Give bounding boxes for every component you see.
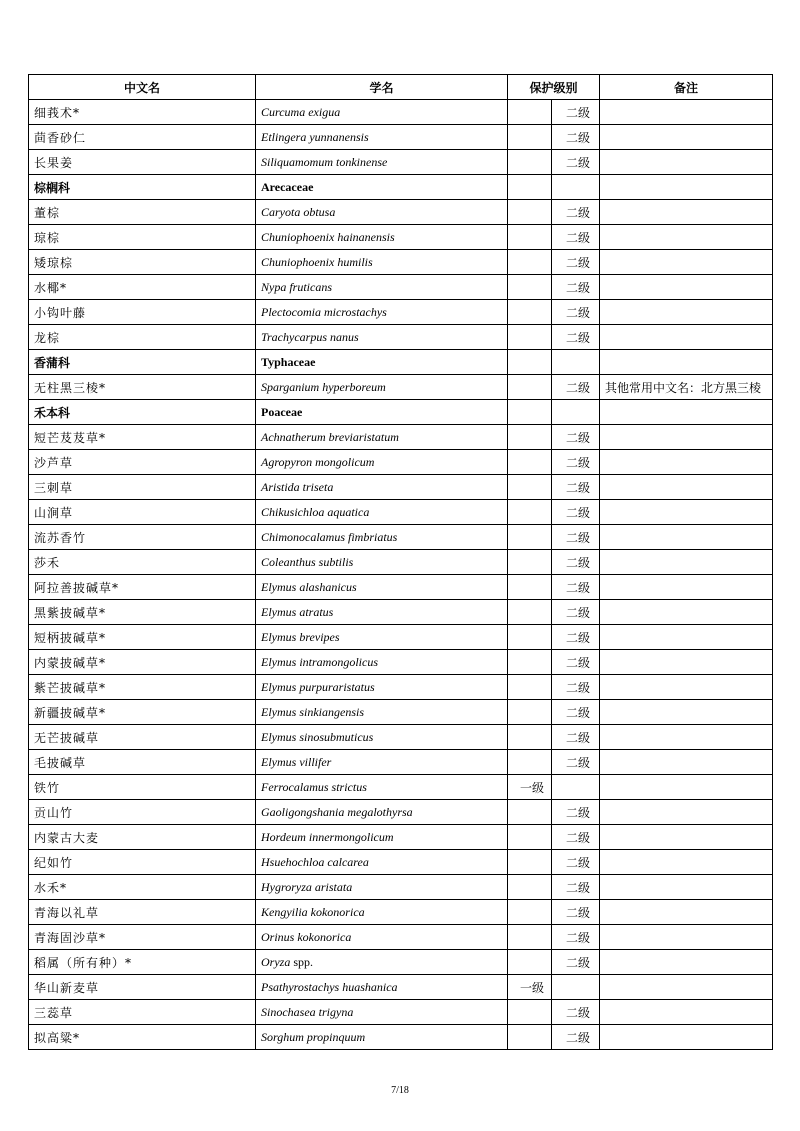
chinese-name: 茴香砂仁 <box>29 125 256 150</box>
scientific-name <box>256 750 508 775</box>
chinese-name: 无芒披碱草 <box>29 725 256 750</box>
level-one-cell <box>508 250 552 275</box>
level-two-cell: 二级 <box>552 225 600 250</box>
scientific-name-text: Aristida triseta <box>261 479 334 494</box>
table-row <box>29 650 773 675</box>
family-row <box>29 400 773 425</box>
chinese-name: 琼棕 <box>29 225 256 250</box>
chinese-name: 青海以礼草 <box>29 900 256 925</box>
note-cell <box>600 525 773 550</box>
note-cell: 其他常用中文名：北方黑三棱 <box>600 375 773 400</box>
level-two-cell: 二级 <box>552 150 600 175</box>
chinese-name: 三刺草 <box>29 475 256 500</box>
scientific-name-text: Curcuma exigua <box>261 104 341 119</box>
level-one-cell <box>508 500 552 525</box>
level-one-cell <box>508 1025 552 1050</box>
table-row <box>29 325 773 350</box>
level-one-cell <box>508 425 552 450</box>
table-row <box>29 375 773 400</box>
scientific-name <box>256 825 508 850</box>
scientific-name <box>256 900 508 925</box>
level-two-cell: 二级 <box>552 200 600 225</box>
level-one-cell <box>508 600 552 625</box>
chinese-name: 贡山竹 <box>29 800 256 825</box>
scientific-name-text: Ferrocalamus strictus <box>261 779 367 794</box>
scientific-name <box>256 225 508 250</box>
level-one-cell <box>508 175 552 200</box>
scientific-name-text: Elymus villifer <box>261 754 332 769</box>
note-cell <box>600 550 773 575</box>
scientific-name-text: Elymus atratus <box>261 604 334 619</box>
scientific-name-text: Achnatherum breviaristatum <box>261 429 399 444</box>
chinese-name: 纪如竹 <box>29 850 256 875</box>
level-one-cell <box>508 150 552 175</box>
species-protection-table <box>28 74 773 1050</box>
chinese-name: 稻属（所有种）* <box>29 950 256 975</box>
chinese-name: 黑紫披碱草* <box>29 600 256 625</box>
level-one-cell <box>508 625 552 650</box>
scientific-name <box>256 150 508 175</box>
table-row <box>29 900 773 925</box>
chinese-name: 毛披碱草 <box>29 750 256 775</box>
level-two-cell: 二级 <box>552 275 600 300</box>
chinese-name: 拟高粱* <box>29 1025 256 1050</box>
chinese-name: 短芒芨芨草* <box>29 425 256 450</box>
table-row <box>29 575 773 600</box>
scientific-name <box>256 975 508 1000</box>
table-row <box>29 800 773 825</box>
scientific-name <box>256 925 508 950</box>
level-one-cell <box>508 900 552 925</box>
table-row <box>29 275 773 300</box>
scientific-name-text: Chuniophoenix humilis <box>261 254 373 269</box>
table-row <box>29 950 773 975</box>
scientific-name-text: Elymus alashanicus <box>261 579 357 594</box>
scientific-name-text: Hsuehochloa calcarea <box>261 854 369 869</box>
level-one-cell: 一级 <box>508 775 552 800</box>
note-cell <box>600 1000 773 1025</box>
level-one-cell <box>508 475 552 500</box>
chinese-name: 内蒙古大麦 <box>29 825 256 850</box>
scientific-name <box>256 100 508 125</box>
scientific-name-text: Coleanthus subtilis <box>261 554 354 569</box>
scientific-name <box>256 525 508 550</box>
level-two-cell: 二级 <box>552 1025 600 1050</box>
scientific-name-text: Trachycarpus nanus <box>261 329 359 344</box>
scientific-name <box>256 425 508 450</box>
scientific-name <box>256 500 508 525</box>
table-row <box>29 525 773 550</box>
note-cell <box>600 325 773 350</box>
level-one-cell <box>508 875 552 900</box>
level-two-cell: 二级 <box>552 500 600 525</box>
family-row <box>29 350 773 375</box>
note-cell <box>600 725 773 750</box>
note-cell <box>600 300 773 325</box>
scientific-name <box>256 550 508 575</box>
family-chinese-name: 香蒲科 <box>29 350 256 375</box>
chinese-name: 阿拉善披碱草* <box>29 575 256 600</box>
level-two-cell: 二级 <box>552 125 600 150</box>
scientific-name <box>256 850 508 875</box>
chinese-name: 水椰* <box>29 275 256 300</box>
note-cell <box>600 700 773 725</box>
scientific-name <box>256 300 508 325</box>
chinese-name: 小钩叶藤 <box>29 300 256 325</box>
chinese-name: 流苏香竹 <box>29 525 256 550</box>
level-two-cell: 二级 <box>552 550 600 575</box>
table-row <box>29 675 773 700</box>
level-two-cell: 二级 <box>552 900 600 925</box>
scientific-name <box>256 725 508 750</box>
level-one-cell <box>508 275 552 300</box>
note-cell <box>600 775 773 800</box>
chinese-name: 新疆披碱草* <box>29 700 256 725</box>
note-cell <box>600 350 773 375</box>
chinese-name: 铁竹 <box>29 775 256 800</box>
scientific-name-text: Oryza <box>261 954 291 969</box>
level-one-cell <box>508 100 552 125</box>
note-cell <box>600 850 773 875</box>
table-row <box>29 200 773 225</box>
note-cell <box>600 125 773 150</box>
level-one-cell <box>508 350 552 375</box>
note-cell <box>600 875 773 900</box>
level-one-cell <box>508 125 552 150</box>
scientific-name-text: Hordeum innermongolicum <box>261 829 394 844</box>
table-row <box>29 750 773 775</box>
scientific-name-text: Psathyrostachys huashanica <box>261 979 398 994</box>
table-row <box>29 450 773 475</box>
scientific-name <box>256 250 508 275</box>
table-row <box>29 875 773 900</box>
level-one-cell <box>508 825 552 850</box>
table-row <box>29 425 773 450</box>
level-one-cell: 一级 <box>508 975 552 1000</box>
note-cell <box>600 225 773 250</box>
table-row <box>29 250 773 275</box>
table-header-row <box>29 75 773 100</box>
scientific-name <box>256 625 508 650</box>
scientific-name <box>256 675 508 700</box>
scientific-name-text: Sparganium hyperboreum <box>261 379 386 394</box>
note-cell <box>600 575 773 600</box>
chinese-name: 内蒙披碱草* <box>29 650 256 675</box>
level-two-cell: 二级 <box>552 675 600 700</box>
level-two-cell: 二级 <box>552 925 600 950</box>
scientific-name-text: Sinochasea trigyna <box>261 1004 354 1019</box>
scientific-name-text: Elymus brevipes <box>261 629 340 644</box>
scientific-name-text: Orinus kokonorica <box>261 929 352 944</box>
table-body <box>29 100 773 1050</box>
level-one-cell <box>508 675 552 700</box>
level-one-cell <box>508 1000 552 1025</box>
family-scientific-name: Arecaceae <box>256 175 508 200</box>
header-protection-level: 保护级别 <box>508 75 600 100</box>
scientific-name <box>256 275 508 300</box>
level-two-cell: 二级 <box>552 100 600 125</box>
level-two-cell: 二级 <box>552 450 600 475</box>
table-row <box>29 725 773 750</box>
level-one-cell <box>508 225 552 250</box>
family-chinese-name: 禾本科 <box>29 400 256 425</box>
scientific-name-text: Caryota obtusa <box>261 204 336 219</box>
table-row <box>29 100 773 125</box>
header-scientific-name: 学名 <box>256 75 508 100</box>
level-two-cell: 二级 <box>552 375 600 400</box>
scientific-name <box>256 200 508 225</box>
table-row <box>29 475 773 500</box>
level-one-cell <box>508 700 552 725</box>
header-chinese-name: 中文名 <box>29 75 256 100</box>
scientific-name <box>256 575 508 600</box>
level-one-cell <box>508 550 552 575</box>
level-two-cell: 二级 <box>552 650 600 675</box>
note-cell <box>600 425 773 450</box>
note-cell <box>600 625 773 650</box>
level-two-cell: 二级 <box>552 300 600 325</box>
level-two-cell: 二级 <box>552 250 600 275</box>
chinese-name: 细莪术* <box>29 100 256 125</box>
table-row <box>29 825 773 850</box>
level-one-cell <box>508 525 552 550</box>
level-one-cell <box>508 950 552 975</box>
level-one-cell <box>508 650 552 675</box>
level-one-cell <box>508 400 552 425</box>
note-cell <box>600 175 773 200</box>
note-cell <box>600 675 773 700</box>
level-two-cell <box>552 175 600 200</box>
family-row <box>29 175 773 200</box>
note-cell <box>600 250 773 275</box>
scientific-name <box>256 450 508 475</box>
table-row <box>29 500 773 525</box>
chinese-name: 沙芦草 <box>29 450 256 475</box>
chinese-name: 矮琼棕 <box>29 250 256 275</box>
table-row <box>29 600 773 625</box>
scientific-name <box>256 650 508 675</box>
scientific-name-text: Elymus sinkiangensis <box>261 704 364 719</box>
note-cell <box>600 900 773 925</box>
level-one-cell <box>508 300 552 325</box>
chinese-name: 三蕊草 <box>29 1000 256 1025</box>
chinese-name: 龙棕 <box>29 325 256 350</box>
scientific-name-text: Chuniophoenix hainanensis <box>261 229 395 244</box>
table-row <box>29 550 773 575</box>
note-cell <box>600 800 773 825</box>
note-cell <box>600 500 773 525</box>
scientific-name-text: Agropyron mongolicum <box>261 454 375 469</box>
chinese-name: 无柱黑三棱* <box>29 375 256 400</box>
note-cell <box>600 825 773 850</box>
note-cell <box>600 950 773 975</box>
level-one-cell <box>508 725 552 750</box>
note-cell <box>600 100 773 125</box>
note-cell <box>600 925 773 950</box>
scientific-name-text: Etlingera yunnanensis <box>261 129 369 144</box>
scientific-name <box>256 775 508 800</box>
scientific-name-text: Elymus intramongolicus <box>261 654 378 669</box>
level-two-cell <box>552 400 600 425</box>
chinese-name: 青海固沙草* <box>29 925 256 950</box>
level-one-cell <box>508 375 552 400</box>
scientific-name <box>256 800 508 825</box>
level-two-cell: 二级 <box>552 725 600 750</box>
scientific-name <box>256 1025 508 1050</box>
chinese-name: 莎禾 <box>29 550 256 575</box>
family-chinese-name: 棕榈科 <box>29 175 256 200</box>
level-two-cell <box>552 350 600 375</box>
scientific-name-text: Elymus sinosubmuticus <box>261 729 374 744</box>
note-cell <box>600 750 773 775</box>
table-row <box>29 1000 773 1025</box>
level-one-cell <box>508 850 552 875</box>
scientific-name <box>256 600 508 625</box>
level-two-cell: 二级 <box>552 425 600 450</box>
note-cell <box>600 650 773 675</box>
level-one-cell <box>508 925 552 950</box>
family-scientific-name: Poaceae <box>256 400 508 425</box>
level-one-cell <box>508 800 552 825</box>
scientific-name-text: Chikusichloa aquatica <box>261 504 370 519</box>
level-two-cell: 二级 <box>552 525 600 550</box>
level-two-cell: 二级 <box>552 875 600 900</box>
scientific-name-text: Nypa fruticans <box>261 279 332 294</box>
scientific-name <box>256 1000 508 1025</box>
note-cell <box>600 400 773 425</box>
scientific-name <box>256 875 508 900</box>
scientific-name-text: Chimonocalamus fimbriatus <box>261 529 398 544</box>
scientific-name <box>256 375 508 400</box>
header-notes: 备注 <box>600 75 773 100</box>
scientific-name-text: Gaoligongshania megalothyrsa <box>261 804 413 819</box>
scientific-name-text: Siliquamomum tonkinense <box>261 154 388 169</box>
level-two-cell <box>552 775 600 800</box>
scientific-name <box>256 475 508 500</box>
note-cell <box>600 275 773 300</box>
page-number: 7/18 <box>391 1085 409 1096</box>
level-one-cell <box>508 575 552 600</box>
chinese-name: 水禾* <box>29 875 256 900</box>
level-two-cell: 二级 <box>552 850 600 875</box>
level-one-cell <box>508 450 552 475</box>
level-one-cell <box>508 200 552 225</box>
note-cell <box>600 150 773 175</box>
level-two-cell: 二级 <box>552 600 600 625</box>
chinese-name: 长果姜 <box>29 150 256 175</box>
table-row <box>29 700 773 725</box>
table-row <box>29 625 773 650</box>
level-two-cell: 二级 <box>552 800 600 825</box>
scientific-name-text: Elymus purpuraristatus <box>261 679 375 694</box>
note-cell <box>600 475 773 500</box>
chinese-name: 董棕 <box>29 200 256 225</box>
table-row <box>29 775 773 800</box>
scientific-name-text: Kengyilia kokonorica <box>261 904 365 919</box>
note-cell <box>600 1025 773 1050</box>
level-one-cell <box>508 325 552 350</box>
table-row <box>29 150 773 175</box>
note-cell <box>600 600 773 625</box>
level-two-cell: 二级 <box>552 475 600 500</box>
level-two-cell: 二级 <box>552 700 600 725</box>
scientific-name-text: Hygroryza aristata <box>261 879 353 894</box>
level-two-cell <box>552 975 600 1000</box>
note-cell <box>600 450 773 475</box>
level-two-cell: 二级 <box>552 825 600 850</box>
table-row <box>29 125 773 150</box>
level-two-cell: 二级 <box>552 575 600 600</box>
table-row <box>29 975 773 1000</box>
scientific-name-suffix: spp. <box>290 954 314 969</box>
scientific-name-text: Plectocomia microstachys <box>261 304 387 319</box>
scientific-name <box>256 950 508 975</box>
table-row <box>29 850 773 875</box>
table-row <box>29 225 773 250</box>
level-two-cell: 二级 <box>552 1000 600 1025</box>
level-two-cell: 二级 <box>552 625 600 650</box>
chinese-name: 华山新麦草 <box>29 975 256 1000</box>
table-row <box>29 300 773 325</box>
family-scientific-name: Typhaceae <box>256 350 508 375</box>
scientific-name-text: Sorghum propinquum <box>261 1029 366 1044</box>
level-two-cell: 二级 <box>552 750 600 775</box>
chinese-name: 山涧草 <box>29 500 256 525</box>
scientific-name <box>256 325 508 350</box>
scientific-name <box>256 125 508 150</box>
chinese-name: 紫芒披碱草* <box>29 675 256 700</box>
note-cell <box>600 975 773 1000</box>
level-two-cell: 二级 <box>552 950 600 975</box>
level-one-cell <box>508 750 552 775</box>
table-row <box>29 925 773 950</box>
scientific-name <box>256 700 508 725</box>
chinese-name: 短柄披碱草* <box>29 625 256 650</box>
level-two-cell: 二级 <box>552 325 600 350</box>
note-cell <box>600 200 773 225</box>
table-row <box>29 1025 773 1050</box>
